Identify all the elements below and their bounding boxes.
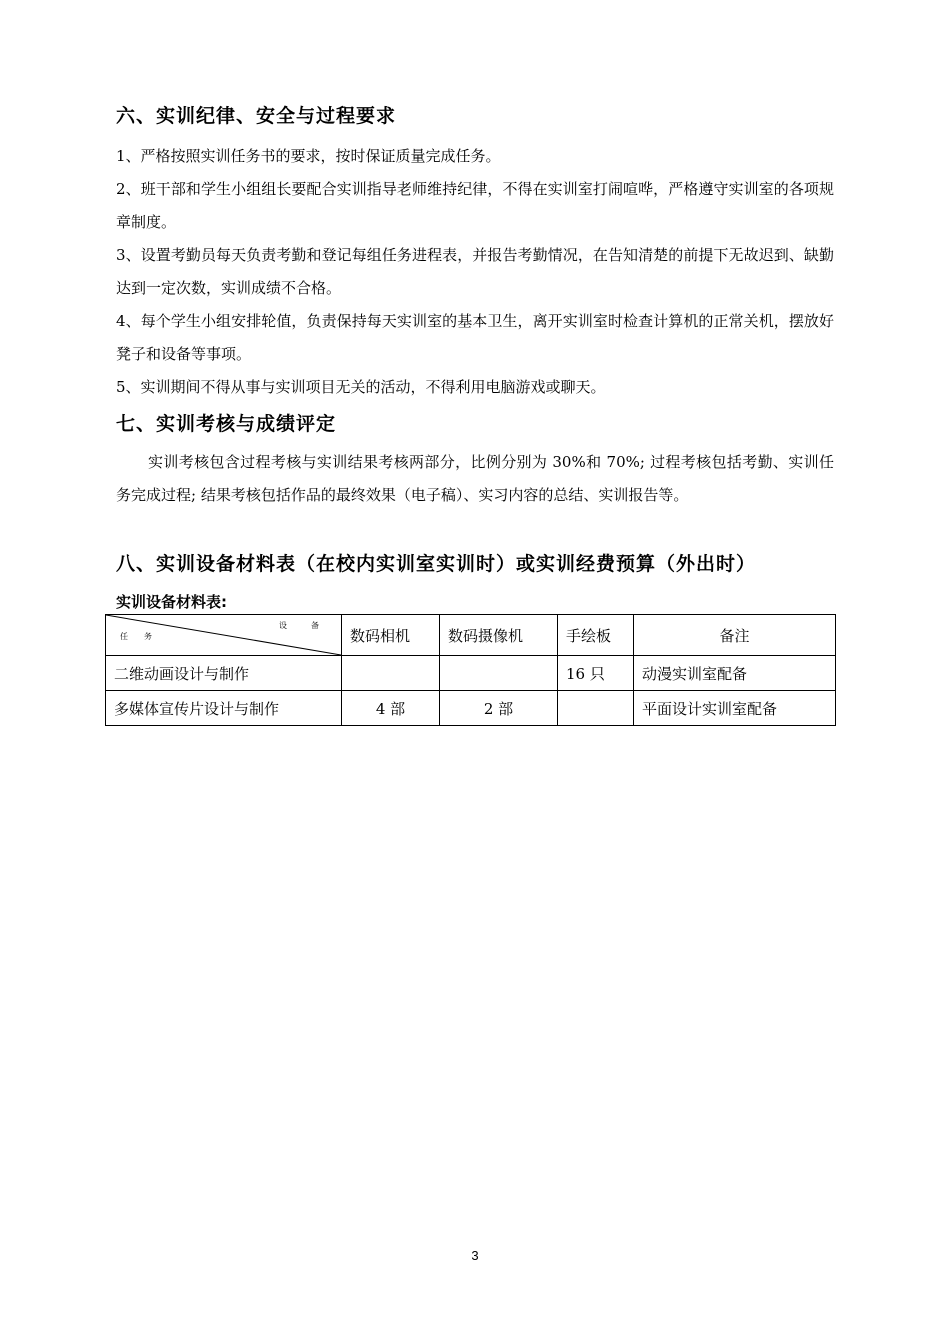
table-row [106,691,836,726]
equipment-table [105,614,836,726]
rule-item-3: 3、设置考勤员每天负责考勤和登记每组任务进程表，并报告考勤情况，在告知清楚的前提下无故迟到、缺勤达到一定次数，实训成绩不合格。 [116,246,834,297]
notes-cell: 动漫实训室配备 [634,656,836,691]
diagonal-header-cell [106,615,342,656]
camera-count-cell: 4 部 [342,691,440,726]
camcorder-count-cell [440,656,558,691]
section7-heading: 七、实训考核与成绩评定 [116,413,337,435]
page-number: 3 [471,1248,479,1263]
diag-top-label: 设 备 [279,621,319,630]
section6-heading: 六、实训纪律、安全与过程要求 [116,105,397,127]
tablet-count-cell [558,691,634,726]
rule-item-1: 1、严格按照实训任务书的要求，按时保证质量完成任务。 [116,147,501,165]
table-row [106,656,836,691]
rule-item-2: 2、班干部和学生小组组长要配合实训指导老师维持纪律，不得在实训室打闹喧哗，严格遵守实训室的各项规章制度。 [116,180,834,231]
header-camera: 数码相机 [342,615,440,656]
equipment-table-title: 实训设备材料表: [116,593,227,611]
rule-item-4: 4、每个学生小组安排轮值，负责保持每天实训室的基本卫生，离开实训室时检查计算机的正常关机，摆放好凳子和设备等事项。 [116,312,834,363]
header-camcorder: 数码摄像机 [440,615,558,656]
camera-count-cell [342,656,440,691]
task-cell: 二维动画设计与制作 [106,656,342,691]
camcorder-count-cell: 2 部 [440,691,558,726]
header-tablet: 手绘板 [558,615,634,656]
diag-bottom-label: 任 务 [120,632,152,641]
table-header-row [106,615,836,656]
task-cell: 多媒体宣传片设计与制作 [106,691,342,726]
notes-cell: 平面设计实训室配备 [634,691,836,726]
rule-item-5: 5、实训期间不得从事与实训项目无关的活动，不得利用电脑游戏或聊天。 [116,378,606,396]
tablet-count-cell: 16 只 [558,656,634,691]
header-notes: 备注 [634,615,836,656]
assessment-paragraph: 实训考核包含过程考核与实训结果考核两部分，比例分别为 30%和 70%; 过程考核包括考勤、实训任务完成过程; 结果考核包括作品的最终效果（电子稿）、实习内容的总结、实训报告等。 [116,453,834,504]
section8-heading: 八、实训设备材料表（在校内实训室实训时）或实训经费预算（外出时） [116,553,757,575]
